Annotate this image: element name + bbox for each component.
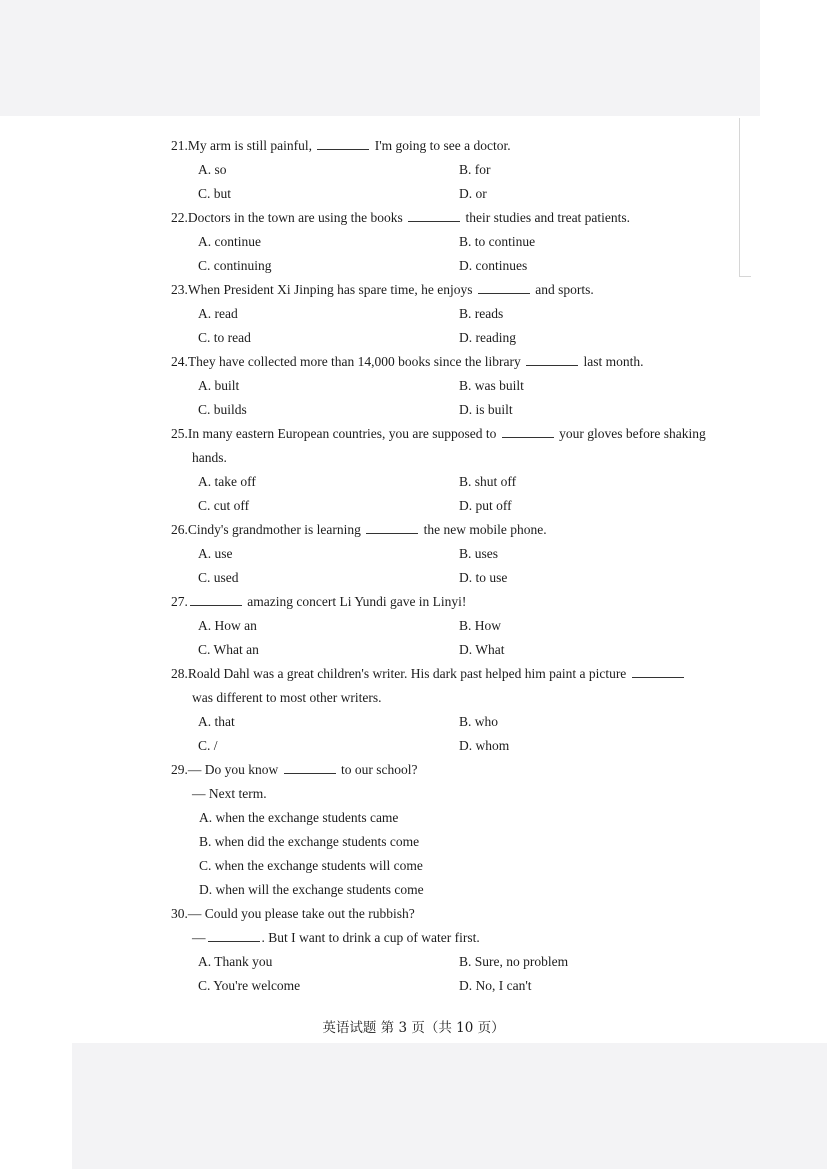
question-29-stem [171, 758, 711, 782]
binding-tick [739, 276, 751, 277]
option-b: B. when did the exchange students come [199, 834, 420, 849]
options-row [171, 542, 711, 566]
option-c: C. cut off [198, 498, 250, 513]
option-d: D. No, I can't [459, 978, 532, 993]
options-row [171, 230, 711, 254]
stem-text: your gloves before shaking [555, 426, 706, 441]
options-row [171, 494, 711, 518]
options-row [171, 734, 711, 758]
option-a: A. built [198, 378, 240, 393]
options-row [171, 398, 711, 422]
question-number: 25. [171, 426, 188, 441]
options-row [171, 854, 711, 878]
option-a: A. Thank you [198, 954, 273, 969]
stem-text: They have collected more than 14,000 books since the library [187, 354, 525, 369]
option-a: A. take off [198, 474, 256, 489]
question-number: 28. [171, 666, 188, 681]
stem-text: Roald Dahl was a great children's writer. His dark past helped him paint a picture [187, 666, 630, 681]
stem-text: Doctors in the town are using the books [187, 210, 407, 225]
question-25-continuation: hands. [192, 450, 227, 465]
option-c: C. to read [198, 330, 251, 345]
option-b: B. shut off [459, 474, 517, 489]
stem-text: to our school? [337, 762, 418, 777]
option-b: B. How [459, 618, 502, 633]
question-number: 24. [171, 354, 188, 369]
bottom-scan-margin [72, 1043, 827, 1169]
options-row [171, 710, 711, 734]
options-row [171, 830, 711, 854]
options-row [171, 566, 711, 590]
options-row [171, 374, 711, 398]
option-d: D. put off [459, 498, 512, 513]
options-row [171, 326, 711, 350]
option-d: D. to use [459, 570, 508, 585]
option-d: D. is built [459, 402, 513, 417]
option-a: A. that [198, 714, 235, 729]
stem-text: the new mobile phone. [420, 522, 547, 537]
question-30-reply [171, 926, 711, 950]
question-23-stem [171, 278, 711, 302]
options-row [171, 182, 711, 206]
question-number: 21. [171, 138, 188, 153]
option-a: A. use [198, 546, 233, 561]
option-b: B. was built [459, 378, 524, 393]
option-d: D. or [459, 186, 487, 201]
question-number: 22. [171, 210, 188, 225]
option-a: A. How an [198, 618, 257, 633]
question-29-reply: — Next term. [192, 786, 267, 801]
stem-text: last month. [580, 354, 644, 369]
option-d: D. whom [459, 738, 510, 753]
option-b: B. uses [459, 546, 499, 561]
reply-text: . But I want to drink a cup of water first. [261, 930, 480, 945]
option-a: A. when the exchange students came [199, 810, 399, 825]
option-c: C. used [198, 570, 239, 585]
question-24-stem [171, 350, 711, 374]
option-b: B. who [459, 714, 499, 729]
option-d: D. What [459, 642, 505, 657]
option-c: C. What an [198, 642, 259, 657]
top-scan-margin [0, 0, 760, 116]
question-list [171, 134, 711, 998]
options-row [171, 878, 711, 902]
question-27-stem [171, 590, 711, 614]
answer-blank [526, 353, 578, 366]
option-c: C. builds [198, 402, 247, 417]
question-28-stem [171, 662, 711, 686]
answer-blank [502, 425, 554, 438]
stem-text: their studies and treat patients. [462, 210, 631, 225]
question-number: 27. [171, 594, 188, 609]
options-row [171, 950, 711, 974]
option-a: A. so [198, 162, 227, 177]
option-b: B. reads [459, 306, 504, 321]
question-number: 23. [171, 282, 188, 297]
options-row [171, 158, 711, 182]
options-row [171, 470, 711, 494]
stem-text: My arm is still painful, [187, 138, 316, 153]
reply-dash: — [192, 930, 206, 945]
stem-text: I'm going to see a doctor. [371, 138, 511, 153]
option-a: A. read [198, 306, 238, 321]
answer-blank [317, 137, 369, 150]
stem-text: — Could you please take out the rubbish? [187, 906, 415, 921]
option-c: C. continuing [198, 258, 272, 273]
question-21-stem [171, 134, 711, 158]
question-25-stem [171, 422, 711, 446]
answer-blank [208, 929, 260, 942]
stem-text: and sports. [531, 282, 594, 297]
question-number: 30. [171, 906, 188, 921]
stem-text: Cindy's grandmother is learning [187, 522, 365, 537]
options-row [171, 254, 711, 278]
options-row [171, 806, 711, 830]
question-number: 29. [171, 762, 188, 777]
stem-text: — Do you know [187, 762, 282, 777]
stem-text: When President Xi Jinping has spare time, he enjoys [187, 282, 476, 297]
binding-line [739, 118, 740, 276]
option-c: C. / [198, 738, 218, 753]
question-26-stem [171, 518, 711, 542]
options-row [171, 302, 711, 326]
option-c: C. You're welcome [198, 978, 301, 993]
option-d: D. when will the exchange students come [199, 882, 424, 897]
question-30-stem [171, 902, 711, 926]
option-d: D. continues [459, 258, 528, 273]
question-28-continuation: was different to most other writers. [192, 690, 382, 705]
option-d: D. reading [459, 330, 516, 345]
option-a: A. continue [198, 234, 261, 249]
answer-blank [190, 593, 242, 606]
question-22-stem [171, 206, 711, 230]
page-footer: 英语试题 第 3 页（共 10 页） [322, 1020, 505, 1036]
answer-blank [632, 665, 684, 678]
options-row [171, 614, 711, 638]
options-row [171, 638, 711, 662]
option-b: B. for [459, 162, 491, 177]
answer-blank [408, 209, 460, 222]
answer-blank [478, 281, 530, 294]
option-c: C. but [198, 186, 232, 201]
answer-blank [366, 521, 418, 534]
answer-blank [284, 761, 336, 774]
options-row [171, 974, 711, 998]
stem-text: amazing concert Li Yundi gave in Linyi! [243, 594, 467, 609]
question-number: 26. [171, 522, 188, 537]
option-c: C. when the exchange students will come [199, 858, 423, 873]
stem-text: In many eastern European countries, you are supposed to [187, 426, 500, 441]
option-b: B. Sure, no problem [459, 954, 569, 969]
option-b: B. to continue [459, 234, 536, 249]
